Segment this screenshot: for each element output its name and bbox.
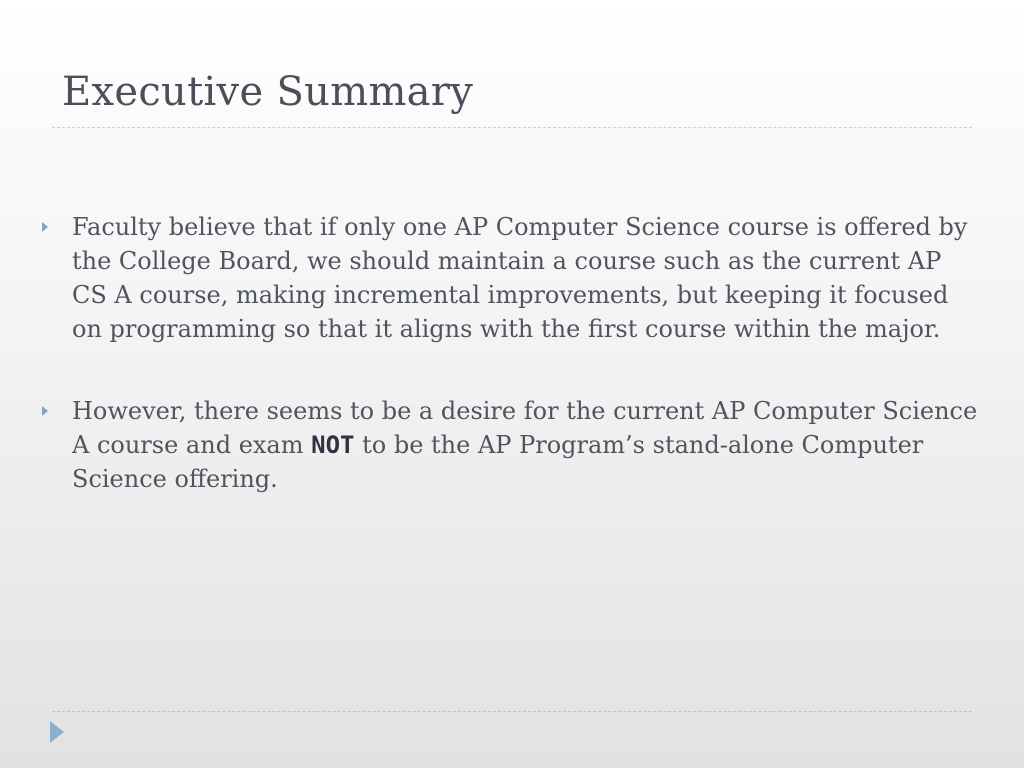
bullet-item <box>42 210 982 346</box>
triangle-right-icon <box>42 222 48 232</box>
bullet-text-after: to be the AP Program’s stand-alone Computer Science offering. <box>72 431 924 493</box>
next-slide-arrow-icon[interactable] <box>50 721 64 743</box>
bullet-list <box>42 210 982 544</box>
triangle-right-icon <box>42 406 48 416</box>
bullet-emphasis: NOT <box>311 431 355 459</box>
bullet-text-before: However, there seems to be a desire for the current AP Computer Science A course and exam <box>72 397 978 459</box>
bullet-item <box>42 394 982 496</box>
bullet-text: Faculty believe that if only one AP Computer Science course is offered by the College Board, we should maintain a course such as the current AP CS A course, making incremental improvements, but keeping it focused on programming so that it aligns with the first course within the major. <box>72 213 968 343</box>
title-divider <box>52 127 972 128</box>
slide-title: Executive Summary <box>62 69 474 115</box>
footer-divider <box>52 711 972 712</box>
